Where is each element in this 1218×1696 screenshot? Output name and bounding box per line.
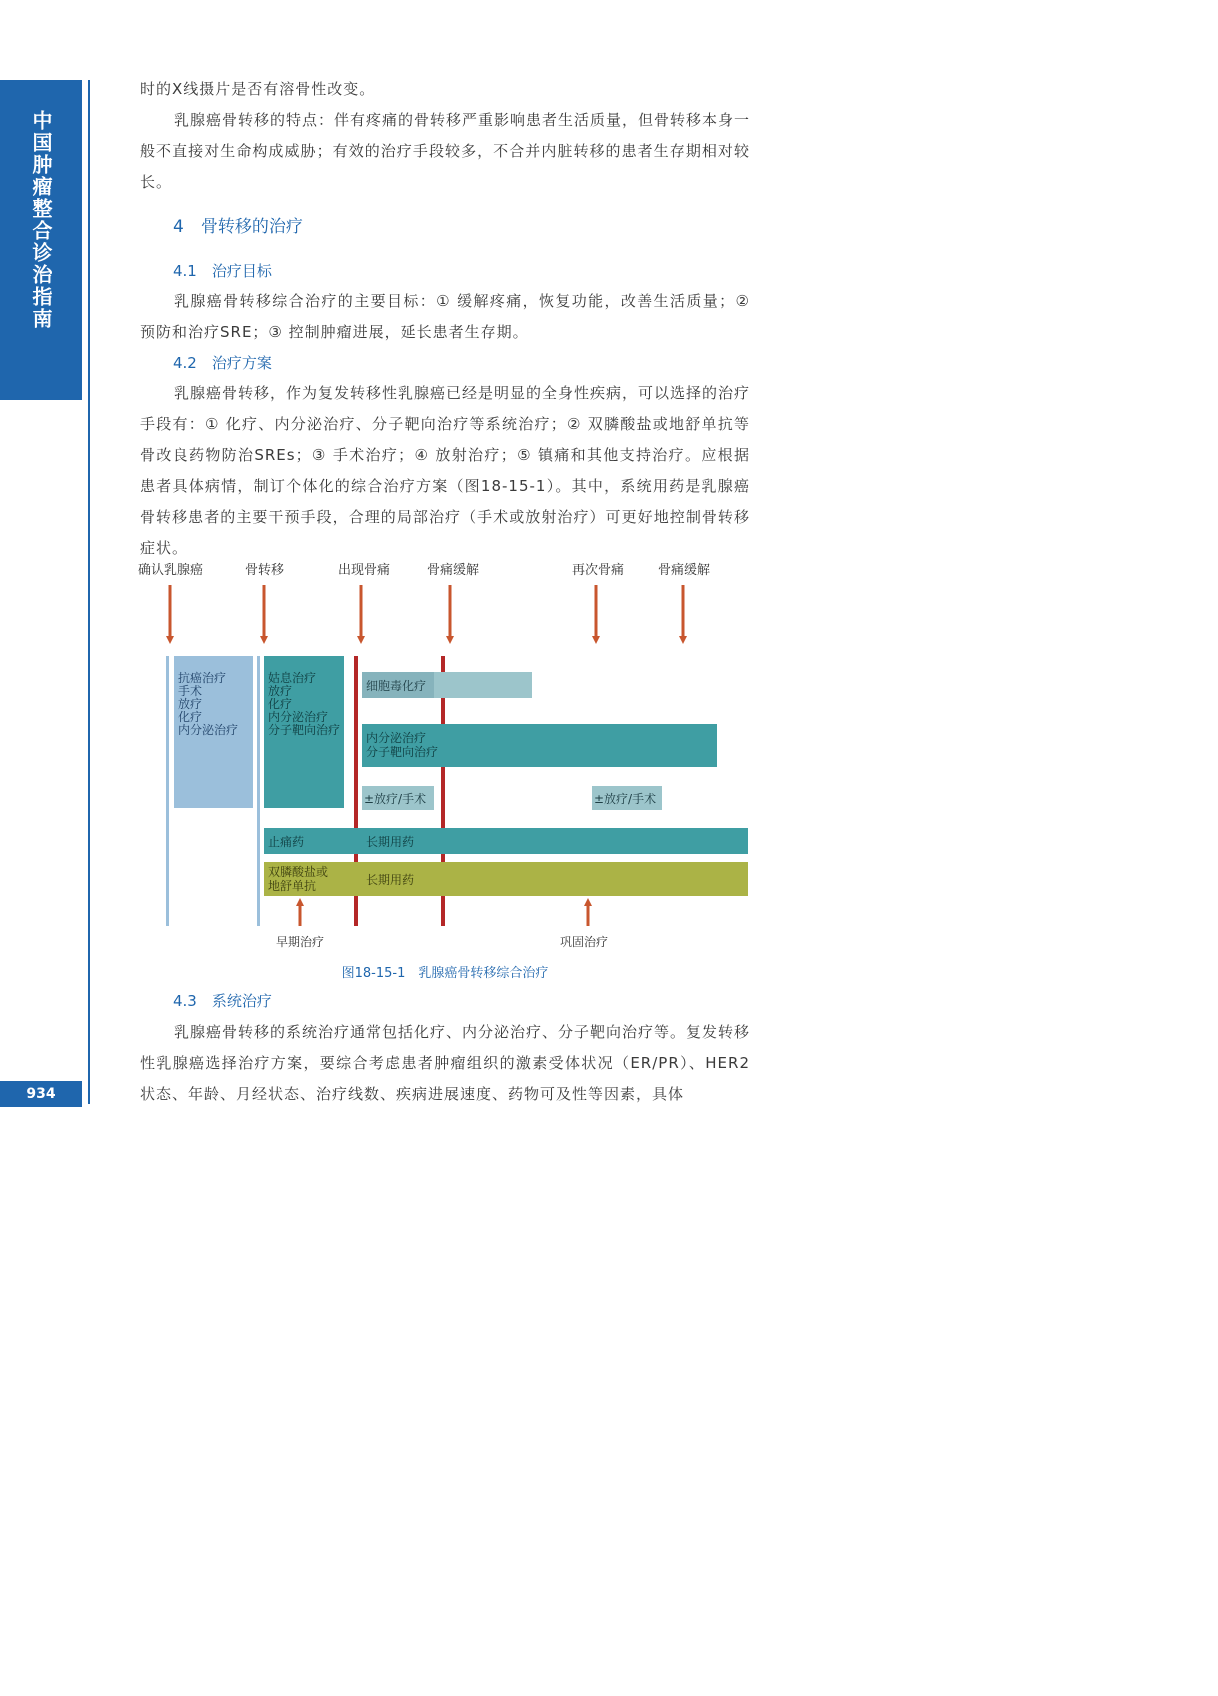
event-bone-pain: 出现骨痛 (338, 563, 391, 578)
subsection-heading-4-1: 4.1 治疗目标 (173, 262, 272, 280)
margin-rule (88, 80, 90, 1104)
figure-caption: 图18-15-1 乳腺癌骨转移综合治疗 (341, 966, 549, 981)
bar-bisphosphonate-label: 双膦酸盐或 地舒单抗 (268, 865, 329, 893)
box-radio-surgery-2-label: ±放疗/手术 (594, 792, 657, 806)
timeline-line-1 (166, 656, 169, 926)
paragraph-4: 乳腺癌骨转移，作为复发转移性乳腺癌已经是明显的全身性疾病，可以选择的治疗手段有：① 化疗、内分泌治疗、分子靶向治疗等系统治疗；② 双膦酸盐或地舒单抗等骨改良药物防治SREs；③ 手术治疗；④ 放射治疗；⑤ 镇痛和其他支持治疗。应根据患者具体病情，制订个体化的综合治疗方案（图18-15-1）。其中，系统用药是乳腺癌骨转移患者的主要干预手段，合理的局部治疗（手术或放射治疗）可更好地控制骨转移症状。 (140, 384, 751, 557)
event-bone-metastasis: 骨转移 (245, 563, 285, 578)
bar-bisphosphonate (264, 862, 748, 896)
bar-analgesic-long-label: 长期用药 (366, 835, 415, 849)
event-confirm-cancer: 确认乳腺癌 (138, 563, 204, 578)
event-pain-relief: 骨痛缓解 (427, 563, 480, 578)
paragraph-3: 乳腺癌骨转移综合治疗的主要目标：① 缓解疼痛，恢复功能，改善生活质量；② 预防和治疗SRE；③ 控制肿瘤进展，延长患者生存期。 (140, 292, 750, 341)
bar-bisphosphonate-long-label: 长期用药 (366, 873, 415, 887)
event-pain-relief-2: 骨痛缓解 (658, 563, 711, 578)
label-consolidation: 巩固治疗 (560, 935, 609, 949)
label-early-treatment: 早期治疗 (276, 935, 325, 949)
bar-analgesic-label: 止痛药 (268, 835, 305, 849)
subsection-heading-4-2: 4.2 治疗方案 (173, 354, 272, 372)
box-radio-surgery-1-label: ±放疗/手术 (364, 792, 427, 806)
bar-chemotherapy-label: 细胞毒化疗 (366, 679, 427, 693)
event-pain-recur: 再次骨痛 (572, 563, 625, 578)
treatment-timeline-figure (130, 560, 750, 950)
bar-analgesic (264, 828, 748, 854)
block-palliative-text: 姑息治疗 放疗 化疗 内分泌治疗 分子靶向治疗 (268, 671, 341, 737)
paragraph-5: 乳腺癌骨转移的系统治疗通常包括化疗、内分泌治疗、分子靶向治疗等。复发转移性乳腺癌选择治疗方案，要综合考虑患者肿瘤组织的激素受体状况（ER/PR）、HER2状态、年龄、月经状态、治疗线数、疾病进展速度、药物可及性等因素，具体 (140, 1023, 751, 1103)
paragraph-2: 乳腺癌骨转移的特点：伴有疼痛的骨转移严重影响患者生活质量，但骨转移本身一般不直接对生命构成威胁；有效的治疗手段较多，不合并内脏转移的患者生存期相对较长。 (140, 111, 751, 191)
bar-endocrine-label: 内分泌治疗 分子靶向治疗 (366, 731, 439, 759)
page-number: 934 (0, 1081, 82, 1107)
subsection-heading-4-3: 4.3 系统治疗 (173, 992, 272, 1010)
sidebar-title: 中国肿瘤整合诊治指南 (29, 110, 53, 330)
paragraph-1: 时的X线摄片是否有溶骨性改变。 (140, 80, 376, 98)
block-early-text: 抗癌治疗 手术 放疗 化疗 内分泌治疗 (178, 671, 239, 737)
section-heading-4: 4 骨转移的治疗 (173, 217, 303, 237)
timeline-line-2 (257, 656, 260, 926)
